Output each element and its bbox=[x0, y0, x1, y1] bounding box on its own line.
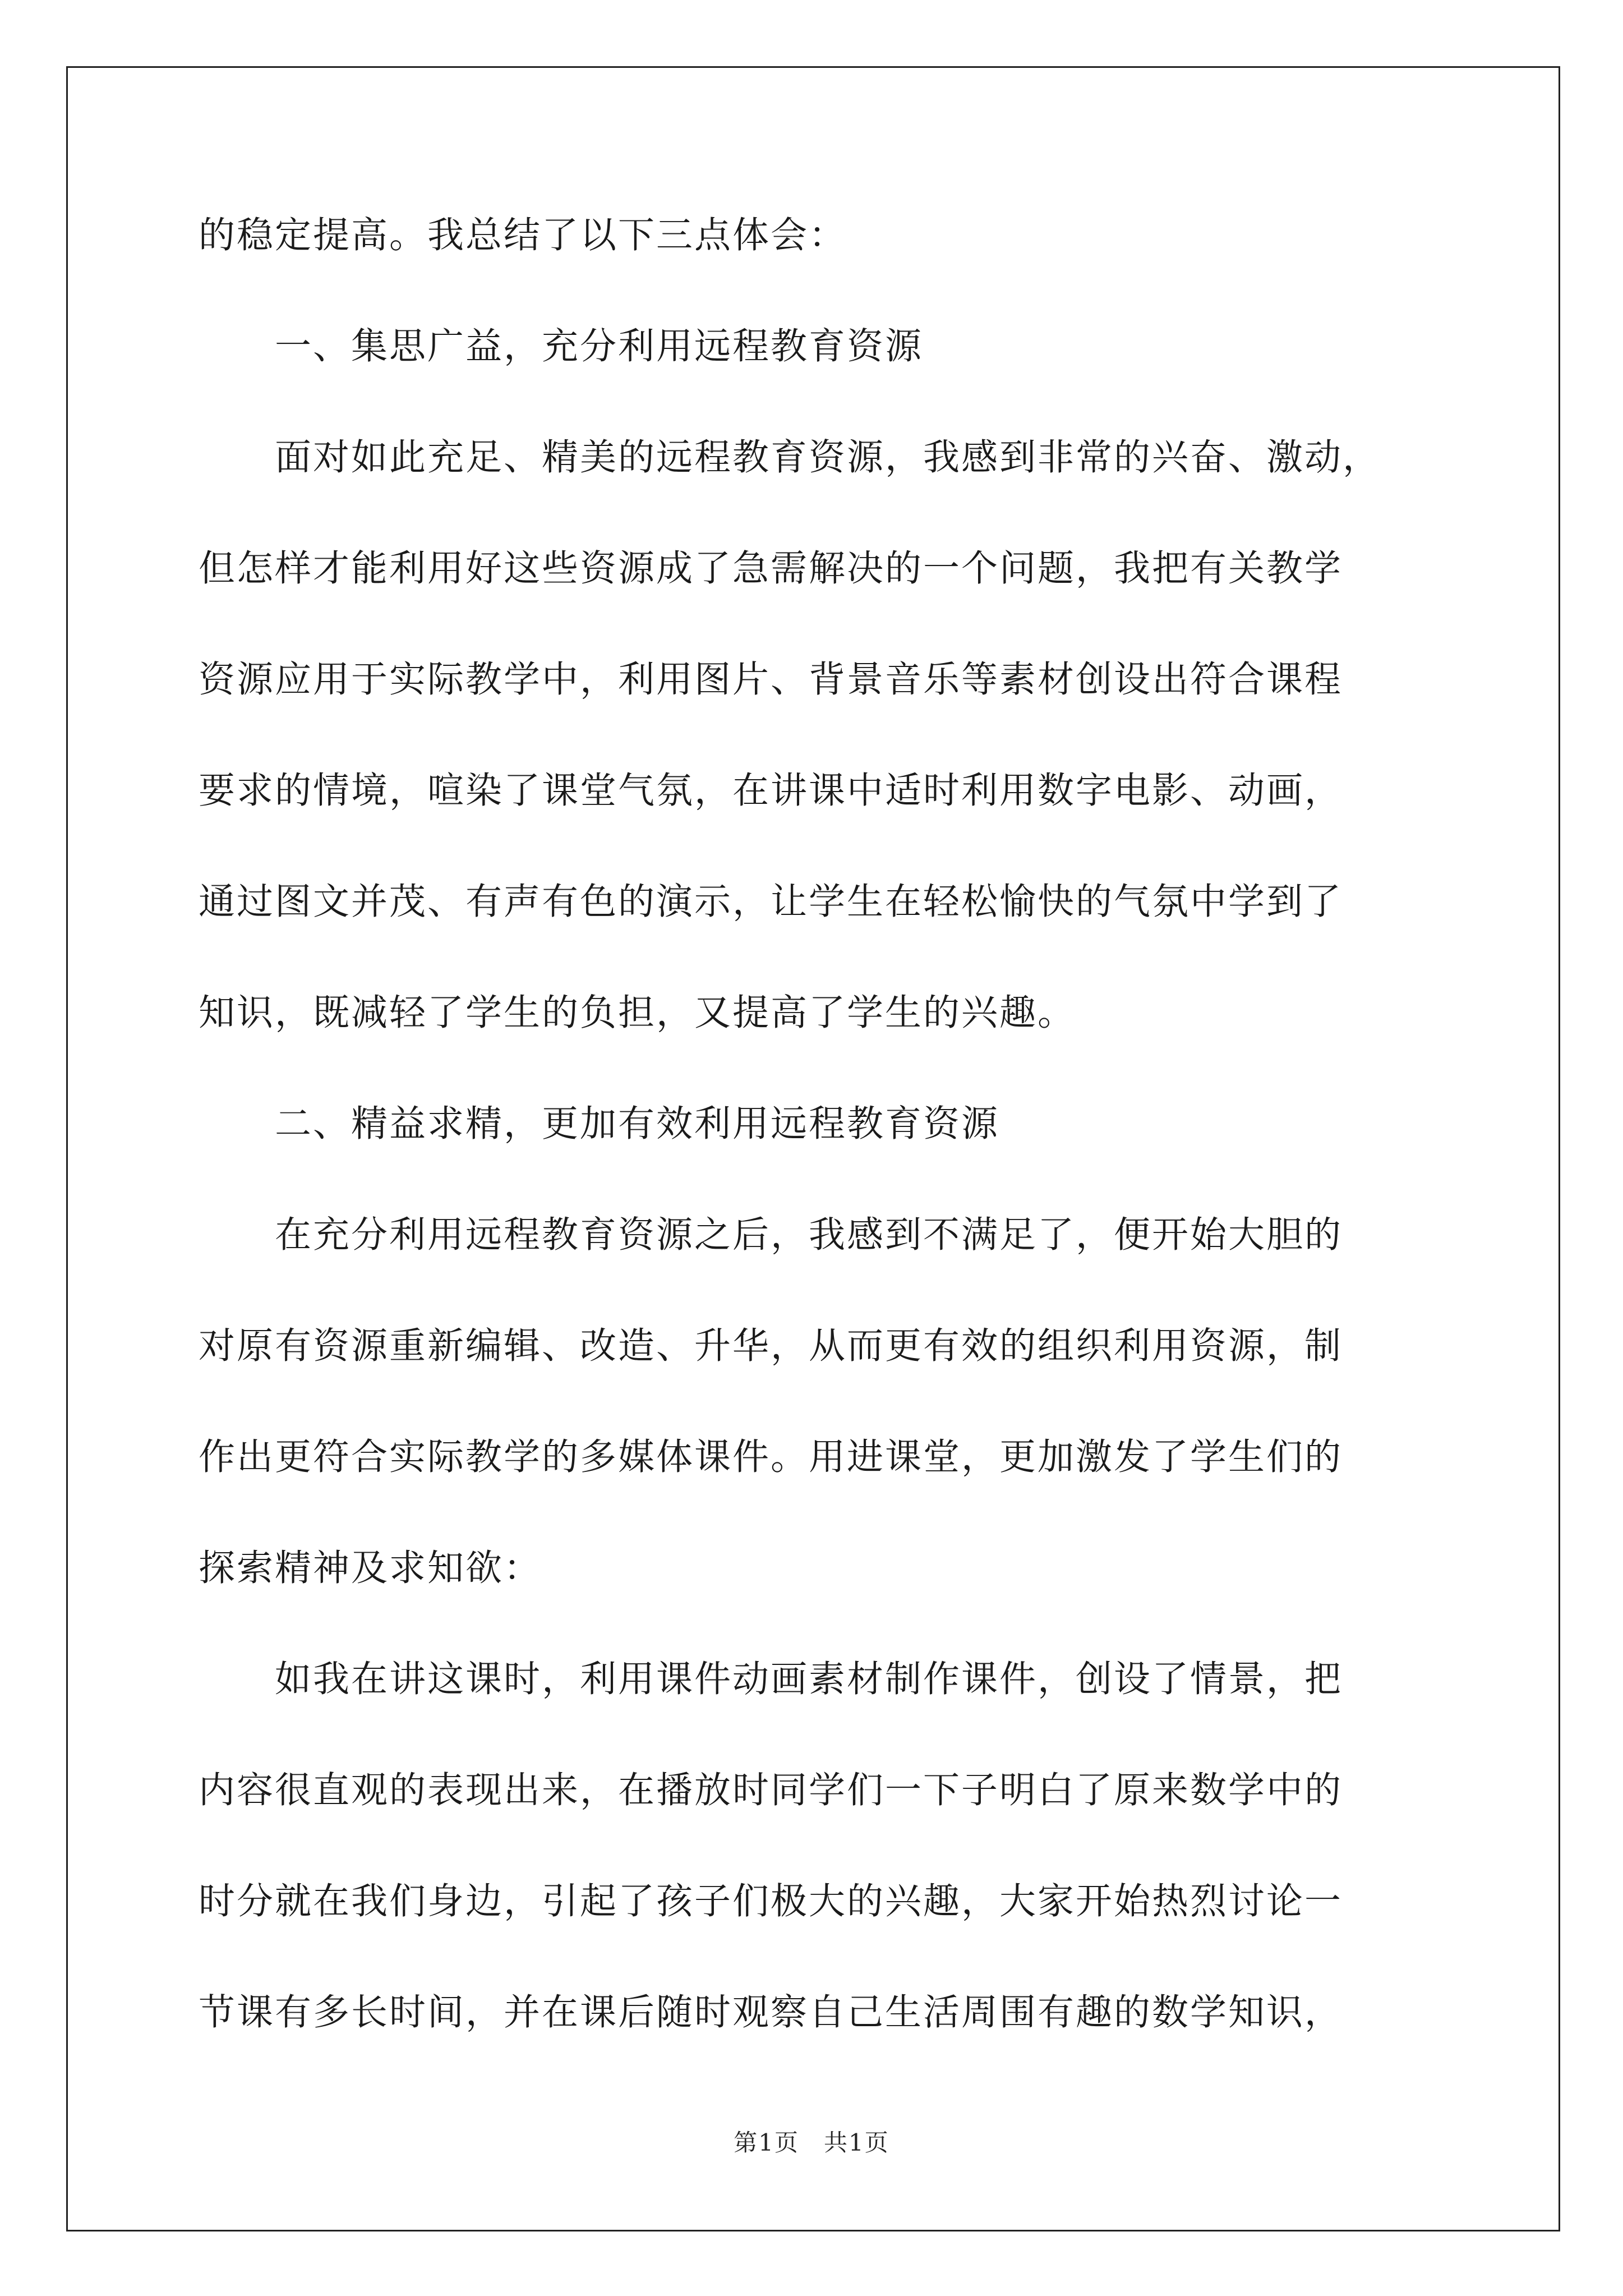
body-line-10: 在充分利用远程教育资源之后，我感到不满足了，便开始大胆的 bbox=[199, 1214, 1343, 1256]
body-line-6: 要求的情境，喧染了课堂气氛，在讲课中适时利用数字电影、动画， bbox=[199, 770, 1343, 812]
body-line-5: 资源应用于实际教学中，利用图片、背景音乐等素材创设出符合课程 bbox=[199, 659, 1343, 701]
body-line-16: 时分就在我们身边，引起了孩子们极大的兴趣，大家开始热烈讨论一 bbox=[199, 1880, 1343, 1922]
body-line-4: 但怎样才能利用好这些资源成了急需解决的一个问题，我把有关教学 bbox=[199, 547, 1343, 590]
body-line-15: 内容很直观的表现出来，在播放时同学们一下子明白了原来数学中的 bbox=[199, 1769, 1343, 1811]
section-heading-1: 一、集思广益，充分利用远程教育资源 bbox=[199, 325, 924, 367]
body-line-1: 的稳定提高。我总结了以下三点体会： bbox=[199, 214, 847, 256]
body-line-17: 节课有多长时间，并在课后随时观察自己生活周围有趣的数学知识， bbox=[199, 1991, 1343, 2033]
body-line-12: 作出更符合实际教学的多媒体课件。用进课堂，更加激发了学生们的 bbox=[199, 1436, 1343, 1478]
section-heading-2: 二、精益求精，更加有效利用远程教育资源 bbox=[199, 1103, 1000, 1145]
body-line-3: 面对如此充足、精美的远程教育资源，我感到非常的兴奋、激动， bbox=[199, 436, 1381, 478]
body-line-14: 如我在讲这课时，利用课件动画素材制作课件，创设了情景，把 bbox=[199, 1658, 1343, 1700]
page-number-footer: 第1页 共1页 bbox=[734, 2129, 889, 2156]
body-line-13: 探索精神及求知欲： bbox=[199, 1547, 542, 1589]
body-line-11: 对原有资源重新编辑、改造、升华，从而更有效的组织利用资源，制 bbox=[199, 1325, 1343, 1367]
body-line-7: 通过图文并茂、有声有色的演示，让学生在轻松愉快的气氛中学到了 bbox=[199, 881, 1343, 923]
body-line-8: 知识，既减轻了学生的负担，又提高了学生的兴趣。 bbox=[199, 992, 1076, 1034]
